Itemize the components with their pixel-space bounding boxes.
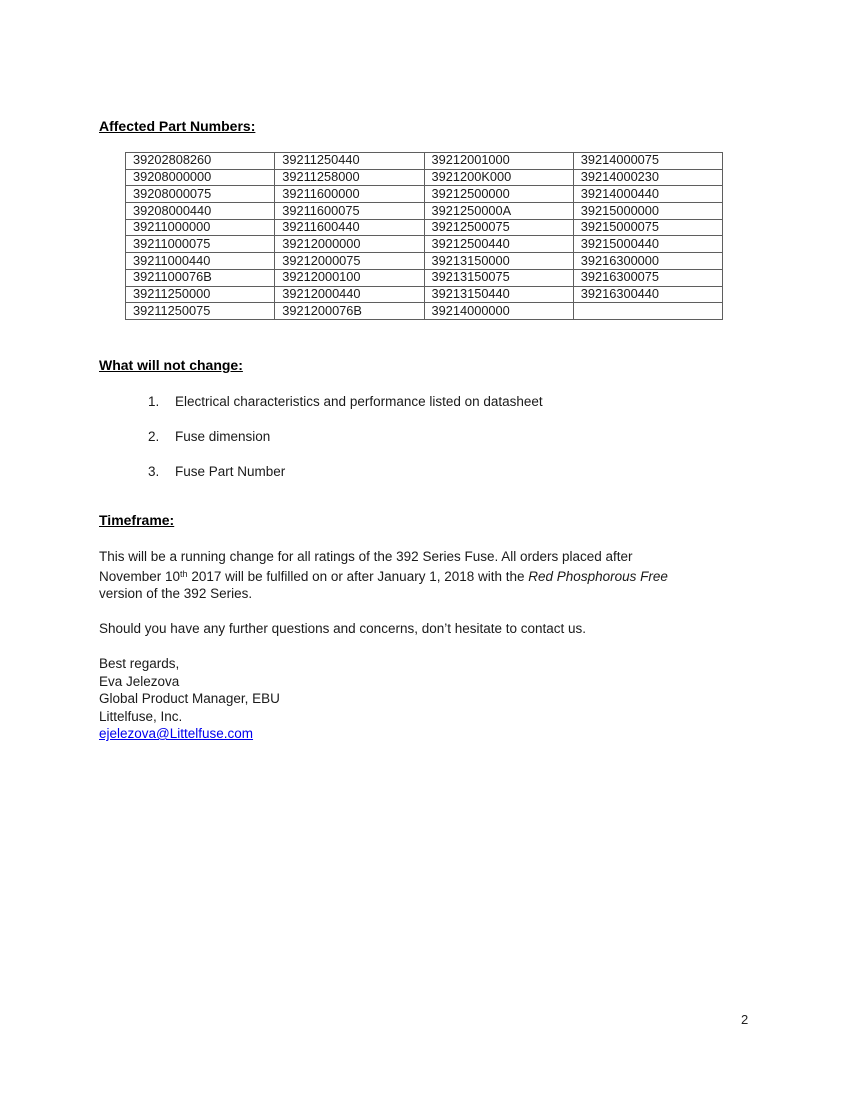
part-number-cell: 39214000440 [573,186,722,203]
part-number-cell: 39214000000 [424,303,573,320]
list-item [99,464,285,479]
table-row [126,253,723,270]
contact-paragraph: Should you have any further questions and concerns, don’t hesitate to contact us. [99,621,587,636]
timeframe-line: November 10th 2017 will be fulfilled on or after January 1, 2018 with the Red Phosphorous Free [99,568,668,584]
part-number-cell: 39211000000 [126,219,275,236]
part-number-cell: 39211250075 [126,303,275,320]
signature-title: Global Product Manager, EBU [99,691,280,706]
page-number: 2 [741,1012,749,1027]
timeframe-line: version of the 392 Series. [99,586,253,601]
part-number-cell: 39208000075 [126,186,275,203]
list-item-number: 2. [148,429,160,444]
part-number-cell: 39214000075 [573,153,722,170]
part-number-cell: 39215000000 [573,203,722,220]
part-number-cell: 39215000440 [573,236,722,253]
list-item-text: Electrical characteristics and performance listed on datasheet [175,394,543,409]
part-number-cell: 39212000440 [275,286,424,303]
part-number-cell: 3921200076B [275,303,424,320]
part-number-cell: 3921200K000 [424,169,573,186]
part-number-cell: 39212500440 [424,236,573,253]
list-item [99,394,543,409]
table-row [126,269,723,286]
table-row [126,236,723,253]
part-number-cell: 39211258000 [275,169,424,186]
email-link[interactable]: ejelezova@Littelfuse.com [99,726,254,741]
part-number-cell: 39211600440 [275,219,424,236]
part-number-cell: 39216300440 [573,286,722,303]
list-item-text: Fuse Part Number [175,464,286,479]
signature-block [99,655,280,743]
part-number-cell: 39213150440 [424,286,573,303]
part-number-cell [573,303,722,320]
signature-company: Littelfuse, Inc. [99,708,183,724]
part-number-cell: 39212000075 [275,253,424,270]
table-row [126,303,723,320]
list-item-number: 1. [148,394,160,409]
part-number-cell: 39212500000 [424,186,573,203]
what-will-not-change-heading: What will not change: [99,357,243,373]
part-number-cell: 39211250000 [126,286,275,303]
part-number-cell: 39211250440 [275,153,424,170]
part-number-cell: 39208000000 [126,169,275,186]
part-numbers-table [125,152,723,320]
table-row [126,219,723,236]
table-row [126,153,723,170]
table-row [126,203,723,220]
list-item [99,429,270,444]
part-number-cell: 39211600075 [275,203,424,220]
timeframe-paragraph [99,548,789,603]
part-number-cell: 39213150000 [424,253,573,270]
part-number-cell: 39215000075 [573,219,722,236]
table-row [126,169,723,186]
signature-name: Eva Jelezova [99,673,180,689]
timeframe-heading: Timeframe: [99,512,175,528]
list-item-text: Fuse dimension [175,429,271,444]
list-item-number: 3. [148,464,160,479]
part-number-cell: 39213150075 [424,269,573,286]
part-number-cell: 3921250000A [424,203,573,220]
part-number-cell: 39212001000 [424,153,573,170]
part-number-cell: 39211000440 [126,253,275,270]
affected-part-numbers-heading: Affected Part Numbers: [99,118,256,134]
part-number-cell: 39216300075 [573,269,722,286]
part-number-cell: 39212500075 [424,219,573,236]
part-number-cell: 39208000440 [126,203,275,220]
part-number-cell: 3921100076B [126,269,275,286]
table-row [126,186,723,203]
part-number-cell: 39202808260 [126,153,275,170]
part-number-cell: 39212000100 [275,269,424,286]
part-number-cell: 39214000230 [573,169,722,186]
part-number-cell: 39216300000 [573,253,722,270]
timeframe-line: This will be a running change for all ratings of the 392 Series Fuse. All orders placed after [99,549,633,564]
part-number-cell: 39211000075 [126,236,275,253]
signature-closing: Best regards, [99,656,180,671]
table-row [126,286,723,303]
part-number-cell: 39212000000 [275,236,424,253]
part-number-cell: 39211600000 [275,186,424,203]
